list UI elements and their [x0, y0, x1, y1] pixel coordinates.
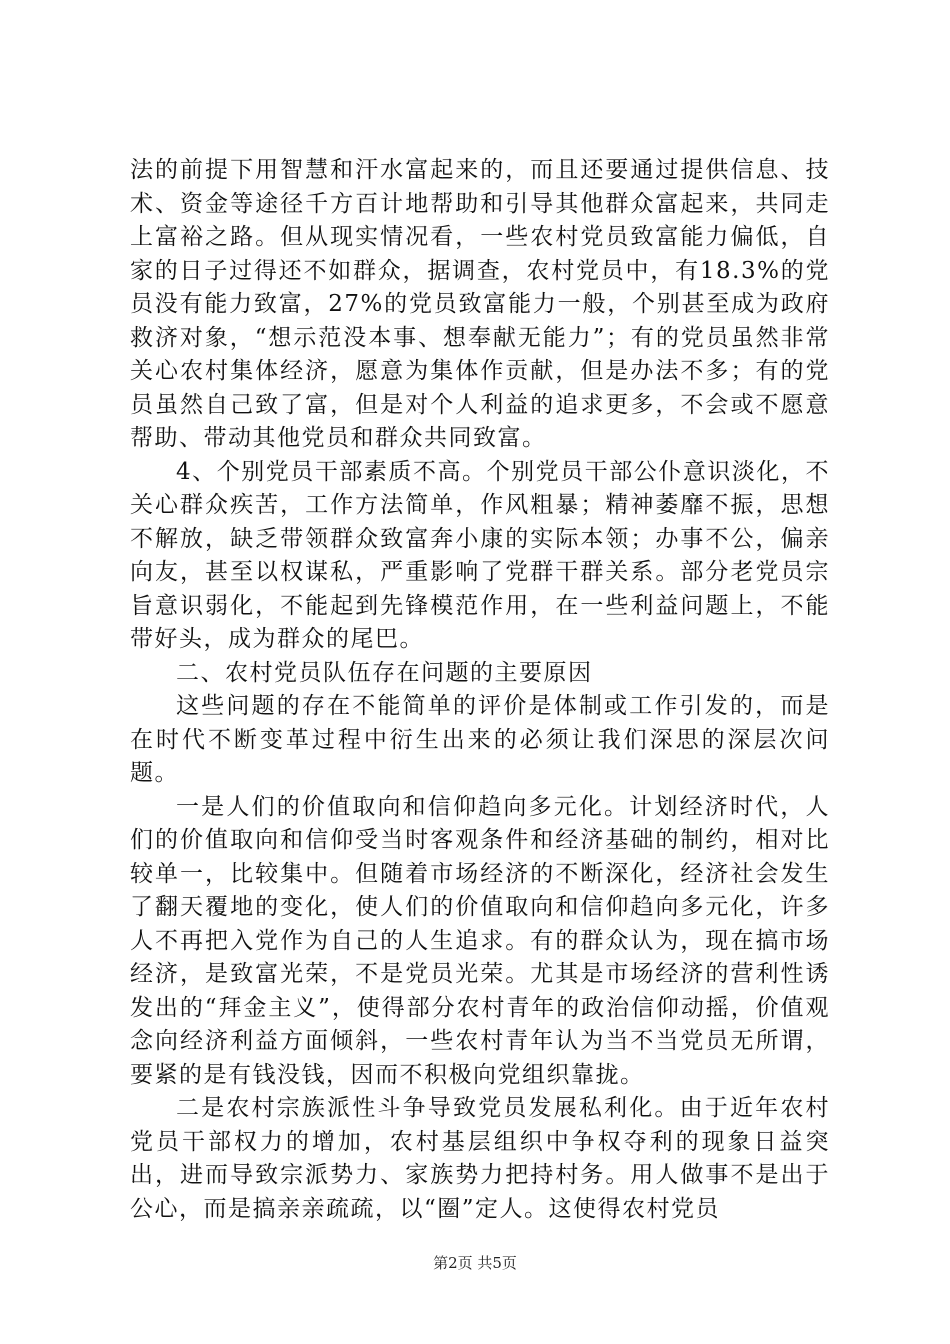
paragraph-reason-2: 二是农村宗族派性斗争导致党员发展私利化。由于近年农村党员干部权力的增加，农村基层组织中争权夺利的现象日益突出，进而导致宗派势力、家族势力把持村务。用人做事不是出于公心，而是搞亲亲疏疏，以“圈”定人。这使得农村党员	[130, 1095, 830, 1222]
page-number-footer: 第2页 共5页	[433, 1254, 517, 1272]
document-body	[130, 154, 830, 1226]
paragraph-continuation: 法的前提下用智慧和汗水富起来的，而且还要通过提供信息、技术、资金等途径千方百计地帮助和引导其他群众富起来，共同走上富裕之路。但从现实情况看，一些农村党员致富能力偏低，自家的日子过得还不如群众，据调查，农村党员中，有18.3%的党员没有能力致富，27%的党员致富能力一般，个别甚至成为政府救济对象，“想示范没本事、想奉献无能力”；有的党员虽然非常关心农村集体经济，愿意为集体作贡献，但是办法不多；有的党员虽然自己致了富，但是对个人利益的追求更多，不会或不愿意帮助、带动其他党员和群众共同致富。	[130, 157, 830, 451]
section-heading: 二、农村党员队伍存在问题的主要原因	[176, 659, 593, 686]
paragraph-reason-1: 一是人们的价值取向和信仰趋向多元化。计划经济时代，人们的价值取向和信仰受当时客观条件和经济基础的制约，相对比较单一，比较集中。但随着市场经济的不断深化，经济社会发生了翻天覆地的变化，使人们的价值取向和信仰趋向多元化，许多人不再把入党作为自己的人生追求。有的群众认为，现在搞市场经济，是致富光荣，不是党员光荣。尤其是市场经济的营利性诱发出的“拜金主义”，使得部分农村青年的政治信仰动摇，价值观念向经济利益方面倾斜，一些农村青年认为当不当党员无所谓，要紧的是有钱没钱，因而不积极向党组织靠拢。	[130, 793, 830, 1088]
paragraph-intro: 这些问题的存在不能简单的评价是体制或工作引发的，而是在时代不断变革过程中衍生出来的必须让我们深思的深层次问题。	[130, 693, 830, 786]
paragraph-item-4: 4、个别党员干部素质不高。个别党员干部公仆意识淡化，不关心群众疾苦，工作方法简单，作风粗暴；精神萎靡不振，思想不解放，缺乏带领群众致富奔小康的实际本领；办事不公，偏亲向友，甚至以权谋私，严重影响了党群干群关系。部分老党员宗旨意识弱化，不能起到先锋模范作用，在一些利益问题上，不能带好头，成为群众的尾巴。	[130, 458, 830, 652]
